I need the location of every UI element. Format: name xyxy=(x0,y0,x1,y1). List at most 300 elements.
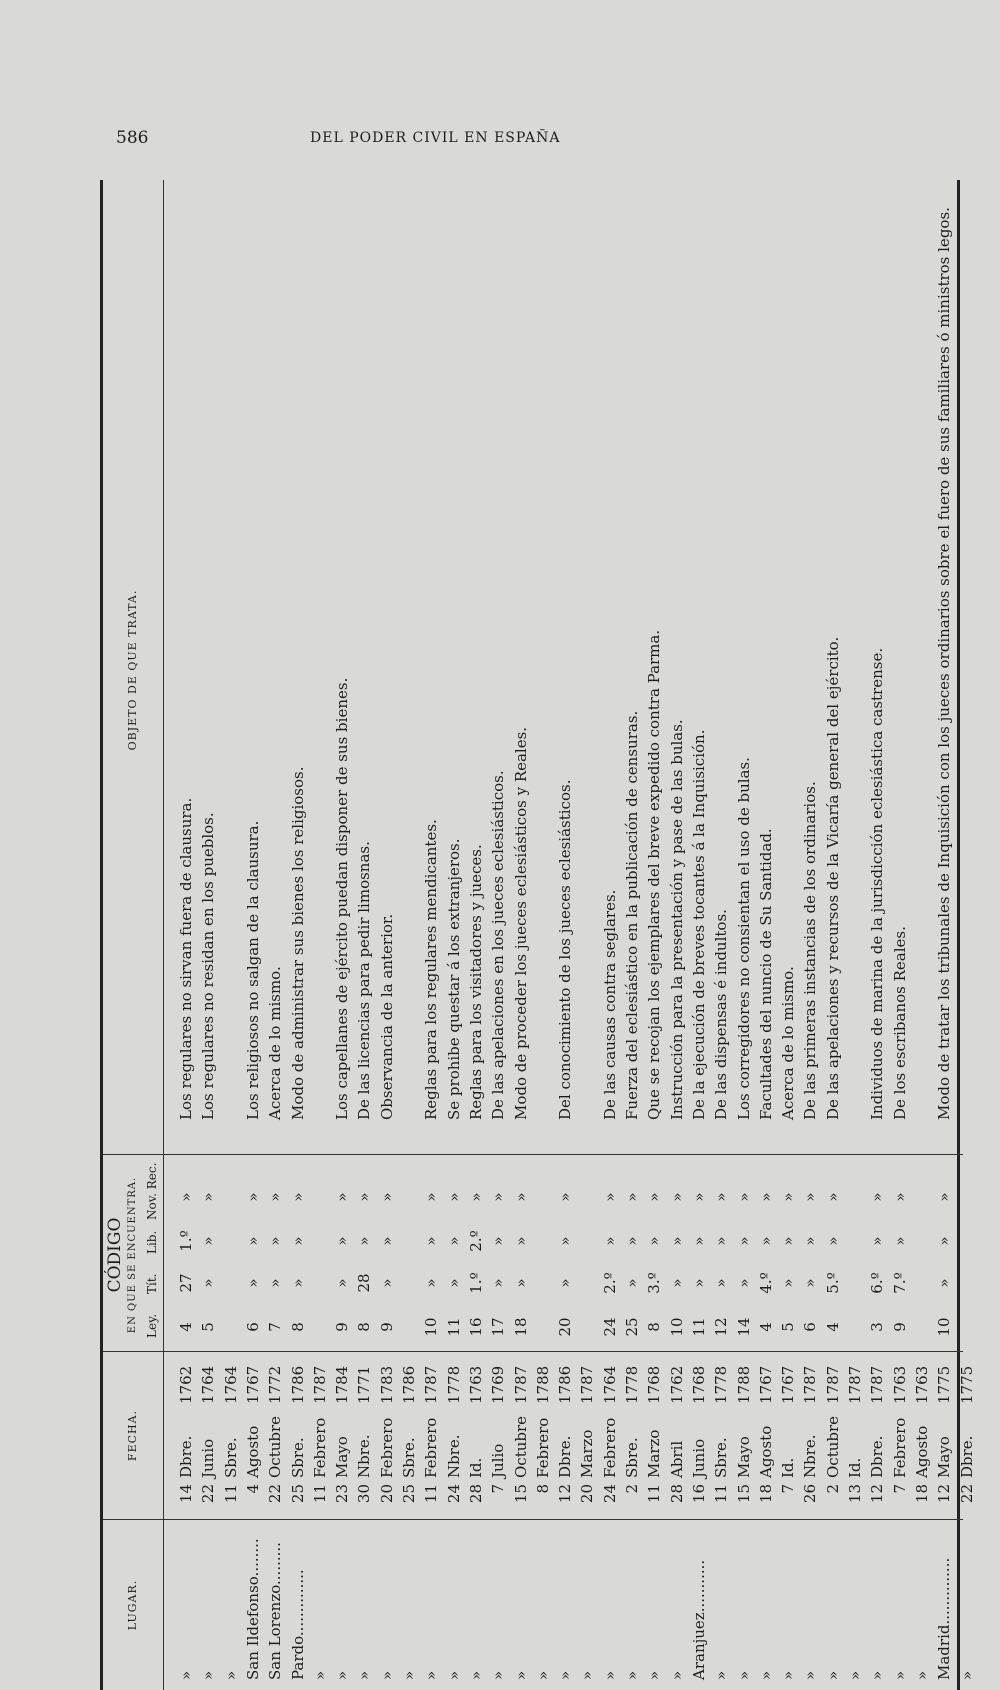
cell-mes: Nbre. xyxy=(444,1434,463,1478)
cell-dia: 16 xyxy=(689,1484,708,1504)
cell-anio: 1786 xyxy=(400,1365,418,1404)
cell-obj: Facultades del nuncio de Su Santidad. xyxy=(756,828,775,1120)
cell-dia: 24 xyxy=(444,1484,463,1504)
cell-nov: » xyxy=(712,1192,731,1202)
cell-lugar: » xyxy=(957,1670,976,1680)
cell-nov: » xyxy=(556,1192,575,1202)
cell-dia: 8 xyxy=(533,1484,552,1494)
cell-anio: 1778 xyxy=(712,1365,731,1404)
cell-dia: 25 xyxy=(288,1484,307,1504)
cell-mes: Mayo xyxy=(333,1436,352,1478)
cell-dia: 22 xyxy=(199,1484,218,1504)
cell-nov: » xyxy=(444,1192,463,1202)
cell-tit: » xyxy=(623,1278,641,1288)
cell-dia: 7 xyxy=(779,1484,798,1494)
cell-nov: » xyxy=(779,1192,798,1202)
cell-ley: 14 xyxy=(734,1317,753,1337)
cell-tit: » xyxy=(266,1278,285,1288)
cell-lib: » xyxy=(444,1236,463,1246)
cell-mes: Nbre. xyxy=(801,1434,820,1478)
cell-tit: 4.º xyxy=(756,1272,775,1294)
cell-tit: » xyxy=(556,1278,575,1288)
cell-dia: 22 xyxy=(266,1484,285,1504)
cell-tit: » xyxy=(712,1278,731,1288)
cell-obj: Acerca de lo mismo. xyxy=(779,966,798,1120)
page-header xyxy=(0,128,1000,152)
cell-lugar: » xyxy=(645,1670,664,1680)
cell-nov: » xyxy=(243,1192,262,1202)
cell-ley: 9 xyxy=(333,1322,352,1332)
cell-anio: 1786 xyxy=(556,1365,575,1404)
cell-dia: 20 xyxy=(377,1484,396,1504)
cell-lib: » xyxy=(801,1236,820,1246)
cell-anio: 1787 xyxy=(578,1365,597,1404)
cell-mes: Id. xyxy=(466,1457,485,1478)
cell-anio: 1778 xyxy=(623,1365,641,1404)
cell-mes: Agosto xyxy=(912,1425,931,1478)
cell-tit: » xyxy=(377,1278,396,1288)
cell-obj: Los regulares no sirvan fuera de clausura. xyxy=(177,797,195,1120)
cell-ley: 7 xyxy=(266,1322,285,1332)
cell-mes: Dbre. xyxy=(177,1435,195,1478)
cell-tit: » xyxy=(444,1278,463,1288)
cell-obj: Los capellanes de ejército puedan disponer de sus bienes. xyxy=(333,677,352,1120)
cell-mes: Febrero xyxy=(600,1417,619,1478)
cell-mes: Febrero xyxy=(310,1417,329,1478)
cell-mes: Febrero xyxy=(890,1417,909,1478)
cell-mes: Agosto xyxy=(243,1425,262,1478)
cell-obj: Los religiosos no salgan de la clausura. xyxy=(243,820,262,1120)
cell-obj: De la ejecución de breves tocantes á la Inquisición. xyxy=(689,729,708,1120)
cell-dia: 22 xyxy=(957,1484,976,1504)
cell-lugar: » xyxy=(400,1670,418,1680)
cell-lugar: » xyxy=(333,1670,352,1680)
cell-anio: 1783 xyxy=(377,1365,396,1404)
cell-anio: 1775 xyxy=(957,1365,976,1404)
cell-obj: De las apelaciones y recursos de la Vicaría general del ejército. xyxy=(823,636,842,1120)
cell-ley: 10 xyxy=(935,1317,954,1337)
cell-anio: 1788 xyxy=(734,1365,753,1404)
cell-tit: 2.º xyxy=(600,1272,619,1294)
cell-anio: 1787 xyxy=(846,1365,864,1404)
cell-anio: 1787 xyxy=(422,1365,441,1404)
cell-mes: Octubre xyxy=(823,1415,842,1478)
cell-lib: » xyxy=(623,1236,641,1246)
cell-dia: 2 xyxy=(823,1484,842,1494)
cell-lib: » xyxy=(288,1236,307,1246)
cell-nov: » xyxy=(734,1192,753,1202)
cell-anio: 1787 xyxy=(823,1365,842,1404)
cell-anio: 1763 xyxy=(890,1365,909,1404)
cell-lugar: » xyxy=(600,1670,619,1680)
cell-obj: De las causas contra seglares. xyxy=(600,889,619,1120)
cell-ley: 8 xyxy=(288,1322,307,1332)
cell-lib: » xyxy=(333,1236,352,1246)
cell-dia: 11 xyxy=(422,1484,441,1504)
cell-dia: 28 xyxy=(466,1484,485,1504)
header-codigo-sub: EN QUE SE ENCUENTRA. xyxy=(127,1176,138,1334)
cell-tit: » xyxy=(667,1278,686,1288)
cell-nov: » xyxy=(667,1192,686,1202)
header-codigo: CÓDIGO xyxy=(105,1217,125,1293)
cell-tit: 1.º xyxy=(466,1272,485,1294)
cell-obj: Modo de proceder los jueces eclesiásticos y Reales. xyxy=(511,726,530,1120)
cell-lugar: » xyxy=(199,1670,218,1680)
cell-mes: Julio xyxy=(489,1443,508,1478)
cell-lugar: » xyxy=(355,1670,374,1680)
cell-ley: 4 xyxy=(823,1322,842,1332)
cell-ley: 12 xyxy=(712,1317,731,1337)
cell-tit: 7.º xyxy=(890,1272,909,1294)
cell-ley: 24 xyxy=(600,1317,619,1337)
cell-mes: Octubre xyxy=(511,1415,530,1478)
cell-lugar: Aranjuez........... xyxy=(689,1559,708,1680)
header-fecha: FECHA. xyxy=(125,1409,139,1462)
cell-dia: 11 xyxy=(221,1484,240,1504)
cell-nov: » xyxy=(422,1192,441,1202)
cell-nov: » xyxy=(377,1192,396,1202)
cell-mes: Sbre. xyxy=(400,1437,418,1478)
cell-lib: » xyxy=(890,1236,909,1246)
cell-lugar: » xyxy=(221,1670,240,1680)
cell-tit: » xyxy=(288,1278,307,1288)
cell-dia: 12 xyxy=(935,1484,954,1504)
cell-obj: De las primeras instancias de los ordinarios. xyxy=(801,781,820,1120)
cell-lugar: » xyxy=(177,1670,195,1680)
cell-lib: » xyxy=(935,1236,954,1246)
cell-tit: » xyxy=(801,1278,820,1288)
cell-nov: » xyxy=(511,1192,530,1202)
cell-dia: 15 xyxy=(511,1484,530,1504)
cell-ley: 6 xyxy=(801,1322,820,1332)
header-ley: Ley. xyxy=(145,1313,159,1338)
cell-lib: » xyxy=(556,1236,575,1246)
cell-lugar: » xyxy=(377,1670,396,1680)
cell-tit: » xyxy=(511,1278,530,1288)
cell-dia: 13 xyxy=(846,1484,864,1504)
cell-mes: Dbre. xyxy=(556,1435,575,1478)
cell-dia: 7 xyxy=(489,1484,508,1494)
cell-obj: Que se recojan los ejemplares del breve expedido contra Parma. xyxy=(645,629,664,1120)
cell-dia: 25 xyxy=(400,1484,418,1504)
cell-lib: » xyxy=(489,1236,508,1246)
header-rule xyxy=(163,180,164,1690)
cell-dia: 18 xyxy=(756,1484,775,1504)
cell-dia: 14 xyxy=(177,1484,195,1504)
cell-obj: Los regulares no residan en los pueblos. xyxy=(199,812,218,1120)
cell-lib: » xyxy=(600,1236,619,1246)
cell-lugar: » xyxy=(310,1670,329,1680)
cell-dia: 11 xyxy=(645,1484,664,1504)
cell-lib: » xyxy=(756,1236,775,1246)
cell-ley: 10 xyxy=(422,1317,441,1337)
cell-mes: Junio xyxy=(199,1438,218,1478)
cell-obj: De las dispensas é indultos. xyxy=(712,909,731,1120)
cell-lugar: » xyxy=(578,1670,597,1680)
cell-tit: 3.º xyxy=(645,1272,664,1294)
cell-tit: » xyxy=(489,1278,508,1288)
legislation-table xyxy=(100,180,976,1690)
cell-lib: » xyxy=(266,1236,285,1246)
cell-anio: 1764 xyxy=(221,1365,240,1404)
cell-lugar: San Lorenzo......... xyxy=(266,1542,285,1680)
cell-nov: » xyxy=(489,1192,508,1202)
cell-mes: Mayo xyxy=(935,1436,954,1478)
cell-lib: » xyxy=(243,1236,262,1246)
cell-lugar: » xyxy=(667,1670,686,1680)
cell-mes: Febrero xyxy=(377,1417,396,1478)
cell-dia: 28 xyxy=(667,1484,686,1504)
cell-lib: » xyxy=(355,1236,374,1246)
cell-obj: Observancia de la anterior. xyxy=(377,913,396,1120)
cell-anio: 1787 xyxy=(801,1365,820,1404)
cell-nov: » xyxy=(623,1192,641,1202)
page-number: 586 xyxy=(116,128,149,148)
cell-anio: 1769 xyxy=(489,1365,508,1404)
cell-nov: » xyxy=(823,1192,842,1202)
cell-tit: » xyxy=(422,1278,441,1288)
cell-lugar: » xyxy=(489,1670,508,1680)
cell-anio: 1763 xyxy=(466,1365,485,1404)
cell-obj: Los corregidores no consientan el uso de bulas. xyxy=(734,757,753,1120)
cell-mes: Marzo xyxy=(645,1429,664,1478)
cell-nov: » xyxy=(890,1192,909,1202)
cell-mes: Sbre. xyxy=(288,1437,307,1478)
cell-obj: Reglas para los visitadores y jueces. xyxy=(466,844,485,1120)
cell-dia: 11 xyxy=(712,1484,731,1504)
cell-lugar: » xyxy=(466,1670,485,1680)
cell-tit: » xyxy=(734,1278,753,1288)
cell-mes: Mayo xyxy=(734,1436,753,1478)
cell-lugar: » xyxy=(779,1670,798,1680)
cell-lib: » xyxy=(511,1236,530,1246)
cell-obj: Modo de tratar los tribunales de Inquisición con los jueces ordinarios sobre el fuero de sus familiares ó ministros legos. xyxy=(935,207,954,1120)
cell-ley: 18 xyxy=(511,1317,530,1337)
header-objeto: OBJETO DE QUE TRATA. xyxy=(125,589,139,751)
cell-obj: Instrucción para la presentación y pase de las bulas. xyxy=(667,719,686,1120)
cell-ley: 8 xyxy=(355,1322,374,1332)
cell-ley: 4 xyxy=(177,1322,195,1332)
cell-obj: De las licencias para pedir limosnas. xyxy=(355,841,374,1120)
cell-lib: » xyxy=(199,1236,218,1246)
cell-mes: Agosto xyxy=(756,1425,775,1478)
cell-tit: 27 xyxy=(177,1273,195,1293)
cell-lib: » xyxy=(779,1236,798,1246)
cell-dia: 30 xyxy=(355,1484,374,1504)
cell-lugar: » xyxy=(868,1670,887,1680)
running-title: DEL PODER CIVIL EN ESPAÑA xyxy=(310,130,561,146)
cell-nov: » xyxy=(199,1192,218,1202)
cell-tit: » xyxy=(333,1278,352,1288)
cell-obj: Acerca de lo mismo. xyxy=(266,966,285,1120)
cell-ley: 25 xyxy=(623,1317,641,1337)
cell-obj: Reglas para los regulares mendicantes. xyxy=(422,819,441,1120)
cell-nov: » xyxy=(466,1192,485,1202)
cell-anio: 1787 xyxy=(511,1365,530,1404)
cell-dia: 4 xyxy=(243,1484,262,1494)
cell-ley: 17 xyxy=(489,1317,508,1337)
cell-dia: 15 xyxy=(734,1484,753,1504)
cell-ley: 11 xyxy=(689,1317,708,1337)
cell-mes: Nbre. xyxy=(355,1434,374,1478)
cell-mes: Sbre. xyxy=(221,1437,240,1478)
cell-nov: » xyxy=(801,1192,820,1202)
cell-nov: » xyxy=(355,1192,374,1202)
cell-lugar: » xyxy=(846,1670,864,1680)
cell-lugar: » xyxy=(422,1670,441,1680)
cell-lugar: » xyxy=(444,1670,463,1680)
cell-nov: » xyxy=(689,1192,708,1202)
cell-dia: 12 xyxy=(868,1484,887,1504)
cell-lugar: » xyxy=(556,1670,575,1680)
cell-lib: » xyxy=(868,1236,887,1246)
cell-lib: » xyxy=(689,1236,708,1246)
cell-dia: 11 xyxy=(310,1484,329,1504)
cell-anio: 1778 xyxy=(444,1365,463,1404)
cell-dia: 18 xyxy=(912,1484,931,1504)
cell-ley: 9 xyxy=(377,1322,396,1332)
cell-lib: » xyxy=(377,1236,396,1246)
cell-lib: 2.º xyxy=(466,1230,485,1252)
cell-anio: 1786 xyxy=(288,1365,307,1404)
cell-anio: 1788 xyxy=(533,1365,552,1404)
cell-anio: 1768 xyxy=(689,1365,708,1404)
cell-lib: » xyxy=(422,1236,441,1246)
cell-anio: 1784 xyxy=(333,1365,352,1404)
cell-mes: Dbre. xyxy=(957,1435,976,1478)
cell-lugar: » xyxy=(756,1670,775,1680)
cell-nov: » xyxy=(935,1192,954,1202)
cell-lugar: » xyxy=(912,1670,931,1680)
cell-obj: Se prohibe questar á los extranjeros. xyxy=(444,838,463,1120)
cell-anio: 1787 xyxy=(868,1365,887,1404)
header-lugar: LUGAR. xyxy=(125,1579,139,1631)
cell-lugar: » xyxy=(623,1670,641,1680)
cell-lib: 1.º xyxy=(177,1230,195,1252)
cell-lugar: Madrid.............. xyxy=(935,1557,954,1680)
cell-mes: Sbre. xyxy=(712,1437,731,1478)
cell-dia: 20 xyxy=(578,1484,597,1504)
cell-ley: 16 xyxy=(466,1317,485,1337)
cell-obj: De los escribanos Reales. xyxy=(890,926,909,1120)
cell-anio: 1763 xyxy=(912,1365,931,1404)
cell-lugar: » xyxy=(734,1670,753,1680)
cell-nov: » xyxy=(288,1192,307,1202)
cell-lugar: » xyxy=(712,1670,731,1680)
cell-obj: Modo de administrar sus bienes los religiosos. xyxy=(288,766,307,1120)
cell-obj: Individuos de marina de la jurisdicción eclesiástica castrense. xyxy=(868,647,887,1120)
cell-nov: » xyxy=(333,1192,352,1202)
cell-anio: 1775 xyxy=(935,1365,954,1404)
cell-obj: Fuerza del eclesiástico en la publicación de censuras. xyxy=(623,710,641,1120)
cell-mes: Id. xyxy=(779,1457,798,1478)
cell-anio: 1771 xyxy=(355,1365,374,1404)
cell-anio: 1772 xyxy=(266,1365,285,1404)
cell-anio: 1767 xyxy=(779,1365,798,1404)
cell-lugar: » xyxy=(801,1670,820,1680)
cell-lugar: » xyxy=(890,1670,909,1680)
cell-ley: 9 xyxy=(890,1322,909,1332)
cell-nov: » xyxy=(266,1192,285,1202)
cell-lugar: San Ildefonso........ xyxy=(243,1538,262,1680)
table-row xyxy=(954,180,980,1690)
cell-anio: 1764 xyxy=(600,1365,619,1404)
cell-ley: 20 xyxy=(556,1317,575,1337)
cell-tit: » xyxy=(243,1278,262,1288)
cell-lib: » xyxy=(823,1236,842,1246)
header-tit: Tít. xyxy=(145,1273,159,1294)
header-nov: Nov. Rec. xyxy=(145,1162,159,1220)
cell-nov: » xyxy=(868,1192,887,1202)
cell-lib: » xyxy=(645,1236,664,1246)
cell-tit: » xyxy=(199,1278,218,1288)
cell-obj: De las apelaciones en los jueces eclesiásticos. xyxy=(489,770,508,1120)
cell-tit: 5.º xyxy=(823,1272,842,1294)
cell-dia: 23 xyxy=(333,1484,352,1504)
cell-anio: 1768 xyxy=(645,1365,664,1404)
cell-lib: » xyxy=(667,1236,686,1246)
cell-dia: 26 xyxy=(801,1484,820,1504)
cell-mes: Febrero xyxy=(533,1417,552,1478)
cell-lib: » xyxy=(734,1236,753,1246)
cell-tit: 28 xyxy=(355,1273,374,1293)
cell-dia: 2 xyxy=(623,1484,641,1494)
cell-mes: Id. xyxy=(846,1457,864,1478)
cell-mes: Febrero xyxy=(422,1417,441,1478)
cell-mes: Sbre. xyxy=(623,1437,641,1478)
cell-mes: Dbre. xyxy=(868,1435,887,1478)
cell-dia: 12 xyxy=(556,1484,575,1504)
cell-ley: 11 xyxy=(444,1317,463,1337)
cell-nov: » xyxy=(645,1192,664,1202)
cell-tit: 6.º xyxy=(868,1272,887,1294)
cell-ley: 3 xyxy=(868,1322,887,1332)
cell-ley: 6 xyxy=(243,1322,262,1332)
header-lib: Lib. xyxy=(145,1230,159,1254)
cell-mes: Abril xyxy=(667,1440,686,1478)
cell-ley: 8 xyxy=(645,1322,664,1332)
cell-lib: » xyxy=(712,1236,731,1246)
cell-tit: » xyxy=(689,1278,708,1288)
cell-mes: Marzo xyxy=(578,1429,597,1478)
cell-tit: » xyxy=(935,1278,954,1288)
cell-anio: 1764 xyxy=(199,1365,218,1404)
cell-ley: 10 xyxy=(667,1317,686,1337)
cell-ley: 4 xyxy=(756,1322,775,1332)
cell-ley: 5 xyxy=(779,1322,798,1332)
cell-lugar: » xyxy=(823,1670,842,1680)
cell-ley: 5 xyxy=(199,1322,218,1332)
cell-mes: Octubre xyxy=(266,1415,285,1478)
cell-anio: 1762 xyxy=(667,1365,686,1404)
cell-dia: 7 xyxy=(890,1484,909,1494)
cell-nov: » xyxy=(177,1192,195,1202)
cell-nov: » xyxy=(756,1192,775,1202)
cell-lugar: Pardo.............. xyxy=(288,1569,307,1680)
cell-mes: Junio xyxy=(689,1438,708,1478)
cell-lugar: » xyxy=(511,1670,530,1680)
cell-anio: 1767 xyxy=(756,1365,775,1404)
cell-anio: 1762 xyxy=(177,1365,195,1404)
rotated-table xyxy=(100,180,976,1690)
cell-lugar: » xyxy=(533,1670,552,1680)
cell-dia: 24 xyxy=(600,1484,619,1504)
cell-tit: » xyxy=(779,1278,798,1288)
cell-obj: Del conocimiento de los jueces eclesiásticos. xyxy=(556,779,575,1120)
cell-anio: 1787 xyxy=(310,1365,329,1404)
cell-nov: » xyxy=(600,1192,619,1202)
cell-anio: 1767 xyxy=(243,1365,262,1404)
